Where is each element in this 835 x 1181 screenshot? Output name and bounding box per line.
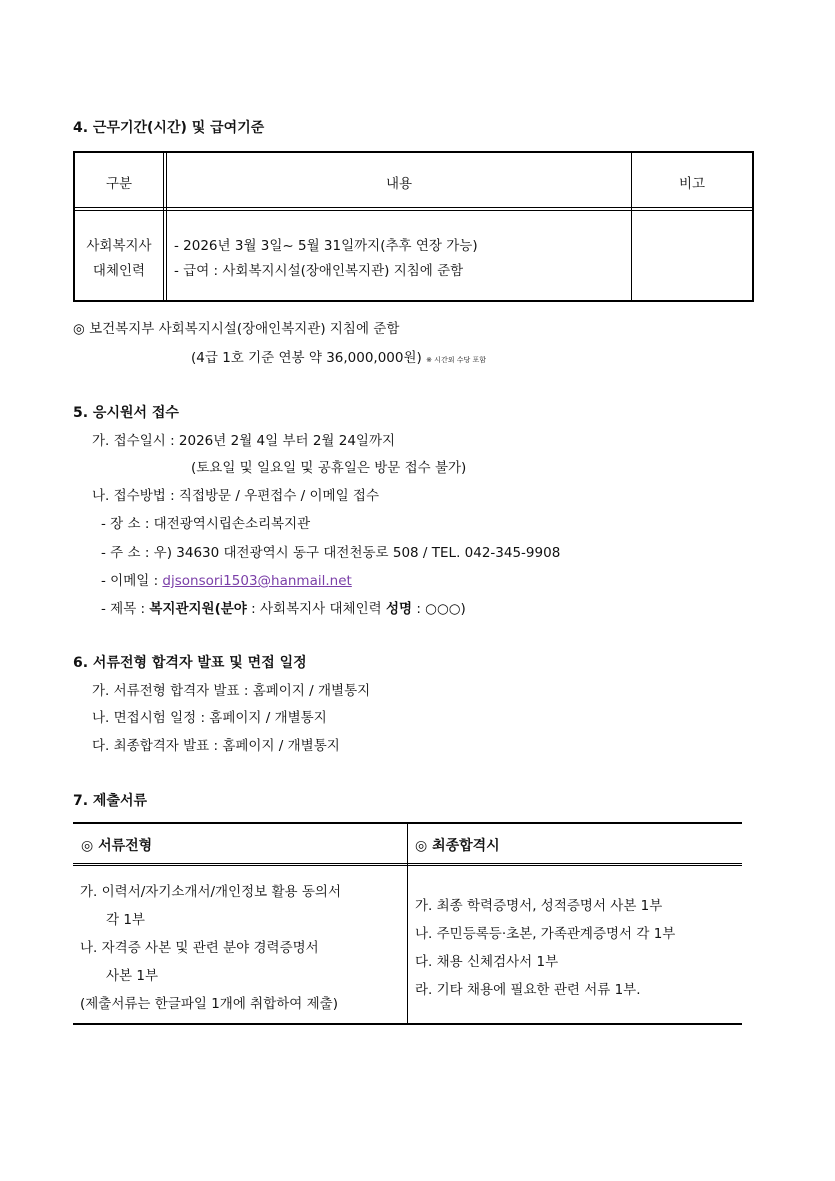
col2-header: ◎ 최종합격시	[415, 838, 500, 854]
col1-header: ◎ 서류전형	[81, 838, 153, 854]
email-label: - 이메일 :	[101, 573, 163, 589]
documents-table	[73, 823, 742, 1025]
schedule-item: 가. 서류전형 합격자 발표 : 홈페이지 / 개별통지	[92, 683, 371, 699]
subject-prefix: - 제목 :	[101, 601, 150, 617]
subject-end: : ○○○)	[412, 601, 466, 617]
salary-text: (4급 1호 기준 연봉 약 36,000,000원)	[191, 350, 422, 366]
schedule-item: 다. 최종합격자 발표 : 홈페이지 / 개별통지	[92, 738, 340, 754]
email-link[interactable]: djsonsori1503@hanmail.net	[162, 573, 352, 589]
notice-line1: ◎ 보건복지부 사회복지시설(장애인복지관) 지침에 준함	[73, 321, 400, 337]
schedule-item: 나. 면접시험 일정 : 홈페이지 / 개별통지	[92, 710, 327, 726]
doc-line: 사본 1부	[106, 968, 159, 984]
place-line: - 장 소 : 대전광역시립손소리복지관	[101, 516, 311, 532]
doc-line: 각 1부	[106, 912, 145, 928]
subject-middle: : 사회복지사 대체인력	[246, 601, 386, 617]
subject-bold-field: 복지관지원(분야	[149, 601, 247, 617]
section7-heading: 7. 제출서류	[73, 793, 148, 809]
final-doc-line: 나. 주민등록등·초본, 가족관계증명서 각 1부	[415, 926, 676, 942]
section4-heading: 4. 근무기간(시간) 및 급여기준	[73, 120, 265, 136]
table-divider	[75, 207, 752, 208]
period-sub-line: (토요일 및 일요일 및 공휴일은 방문 접수 불가)	[191, 460, 467, 476]
row-label-line1: 사회복지사	[86, 238, 152, 254]
table-bottom-border	[73, 1023, 742, 1025]
section5-heading: 5. 응시원서 접수	[73, 405, 179, 421]
section6-heading: 6. 서류전형 합격자 발표 및 면접 일정	[73, 655, 307, 671]
method-line: 나. 접수방법 : 직접방문 / 우편접수 / 이메일 접수	[92, 488, 380, 504]
header-content: 내용	[385, 176, 413, 192]
table-divider	[407, 823, 408, 1025]
notice-line2	[191, 346, 486, 366]
final-doc-line: 다. 채용 신체검사서 1부	[415, 954, 559, 970]
doc-line: (제출서류는 한글파일 1개에 취합하여 제출)	[80, 996, 338, 1012]
header-category: 구분	[105, 176, 133, 192]
subject-line	[101, 597, 466, 617]
work-period-table	[73, 151, 754, 302]
subject-bold-name: 성명	[385, 601, 413, 617]
table-divider	[163, 153, 164, 300]
final-doc-line: 라. 기타 채용에 필요한 관련 서류 1부.	[415, 982, 641, 998]
doc-line: 가. 이력서/자기소개서/개인정보 활용 동의서	[80, 884, 341, 900]
final-doc-line: 가. 최종 학력증명서, 성적증명서 사본 1부	[415, 898, 663, 914]
email-line	[101, 569, 352, 589]
address-line: - 주 소 : 우) 34630 대전광역시 동구 대전천동로 508 / TEL. 042-345-9908	[101, 545, 561, 561]
doc-line: 나. 자격증 사본 및 관련 분야 경력증명서	[80, 940, 319, 956]
period-line: 가. 접수일시 : 2026년 2월 4일 부터 2월 24일까지	[92, 433, 396, 449]
content-line1: - 2026년 3월 3일~ 5월 31일까지(추후 연장 가능)	[174, 238, 478, 254]
content-line2: - 급여 : 사회복지시설(장애인복지관) 지침에 준함	[174, 263, 464, 279]
overtime-note: ※ 시간외 수당 포함	[426, 356, 486, 364]
header-note: 비고	[678, 176, 706, 192]
row-label-line2: 대체인력	[92, 263, 146, 279]
table-divider	[75, 210, 752, 211]
